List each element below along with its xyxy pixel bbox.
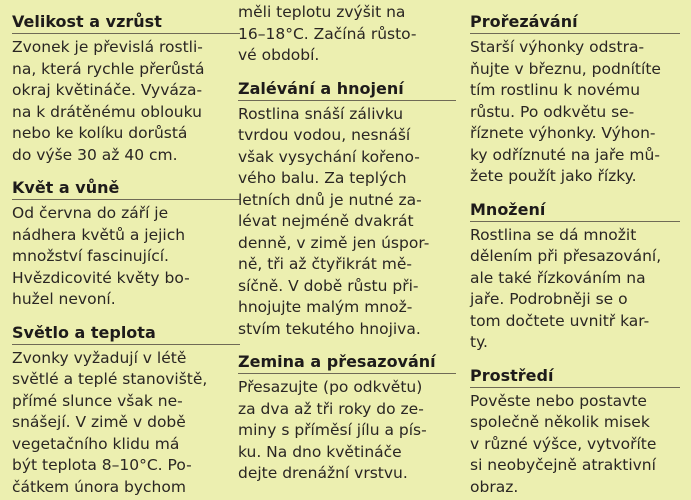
section-light-temperature (12, 311, 240, 499)
section-heading: Prostředí (470, 354, 680, 388)
section-heading: Květ a vůně (12, 166, 240, 200)
section-heading: Světlo a teplota (12, 311, 240, 345)
section-heading: Zalévání a hnojení (238, 67, 456, 101)
section-propagation (470, 188, 680, 354)
section-text: Přesazujte (po odkvětu) za dva až tři roky do ze- miny s příměsí jílu a pís- ku. Na dno květináče dejte drenážní vrstvu. (238, 378, 427, 482)
section-text: Rostlina se dá množit dělením při přesazování, ale také řízkováním na jaře. Podrobněji se o tom dočtete uvnitř kar- ty. (470, 225, 662, 351)
column-middle (238, 0, 456, 485)
section-text: Zvonek je převislá rostli- na, která rychle přerůstá okraj květináče. Vyváza- na k drátěnému oblouku nebo ke kolíku dorůstá do výše 30 až 40 cm. (12, 38, 205, 164)
section-heading: Zemina a přesazování (238, 340, 456, 374)
section-watering-fertilizing (238, 67, 456, 341)
section-text: Zvonky vyžadují v létě světlé a teplé stanoviště, přímé slunce však ne- snášejí. V zimě v době vegetačního klidu má být teplota 8–10°C. Po- čátkem února bychom (12, 348, 208, 496)
section-size-growth (12, 0, 240, 166)
section-text: Starší výhonky odstra- ňujte v březnu, podnítíte tím rostlinu k novému růstu. Po odkvětu se- říznete výhonky. Výhon- ky odříznuté na jaře mů- žete použít jako řízky. (470, 38, 661, 185)
section-pruning (470, 0, 680, 188)
section-flower-scent (12, 166, 240, 311)
section-heading: Množení (470, 188, 680, 222)
section-heading: Velikost a vzrůst (12, 0, 240, 34)
column-right (470, 0, 680, 498)
column-left (0, 0, 240, 498)
section-text: Rostlina snáší zálivku tvrdou vodou, nesnáší však vysychání kořeno- vého balu. Za teplých letních dnů je nutné za- lévat nejméně dvakrát denně, v zimě jen úspor- ně, tři až čtyřikrát mě- síčně. V době růstu při- hnojujte malým množ- stvím tekutého hnojiva. (238, 104, 430, 338)
section-soil-repotting (238, 340, 456, 485)
section-environment (470, 354, 680, 499)
section-heading: Prořezávání (470, 0, 680, 34)
section-text: Pověste nebo postavte společně několik misek v různé výšce, vytvoříte si neobyčejně atraktivní obraz. (470, 391, 657, 496)
continued-text: měli teplotu zvýšit na 16–18°C. Začíná růsto- vé období. (238, 3, 417, 64)
section-text: Od června do září je nádhera květů a jejich množství fascinující. Hvězdicovité květy bo- hužel nevoní. (12, 204, 190, 308)
